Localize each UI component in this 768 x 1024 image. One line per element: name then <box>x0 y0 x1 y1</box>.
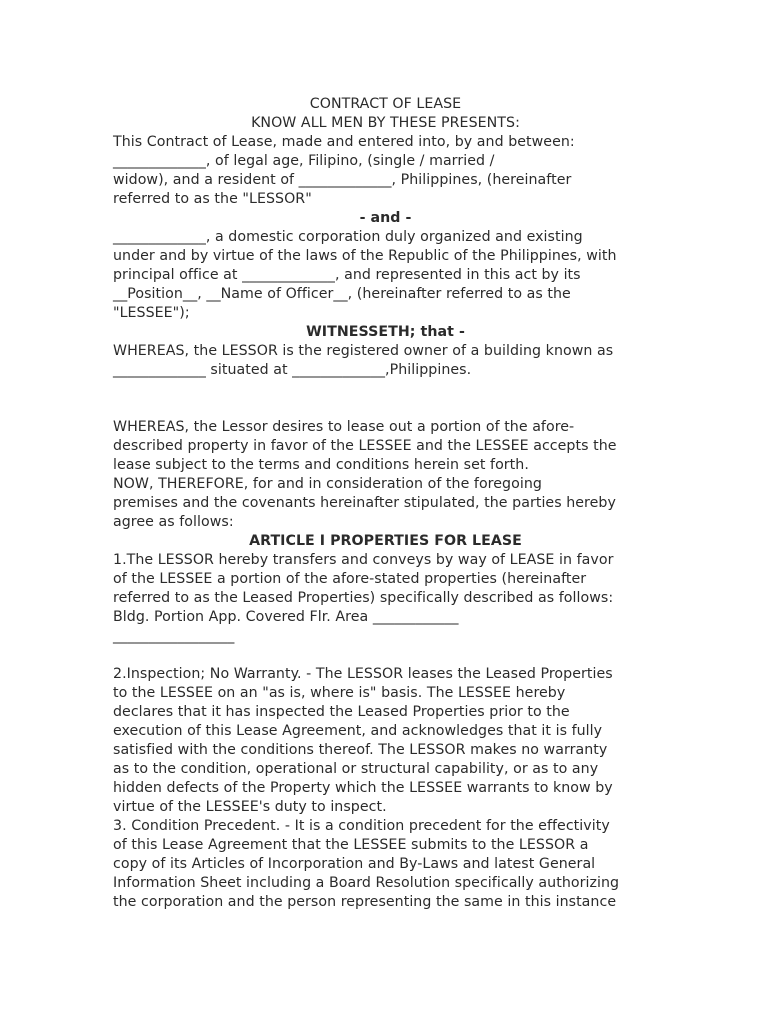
text-line: WHEREAS, the Lessor desires to lease out a portion of the afore- <box>113 419 575 435</box>
text-line: 1.The LESSOR hereby transfers and conveys by way of LEASE in favor <box>113 552 614 568</box>
document-heading: KNOW ALL MEN BY THESE PRESENTS: <box>251 115 520 131</box>
witnesseth-heading: WITNESSETH; that - <box>306 324 465 340</box>
text-line: _____________, a domestic corporation duly organized and existing <box>113 229 583 245</box>
text-line: hidden defects of the Property which the LESSEE warrants to know by <box>113 780 613 796</box>
text-line: under and by virtue of the laws of the Republic of the Philippines, with <box>113 248 617 264</box>
article-1-paragraph <box>113 551 658 646</box>
whereas-paragraph-1 <box>113 342 658 380</box>
text-line: referred to as the "LESSOR" <box>113 191 312 207</box>
text-line: satisfied with the conditions thereof. The LESSOR makes no warranty <box>113 742 608 758</box>
lessee-paragraph <box>113 228 658 323</box>
text-line: the corporation and the person representing the same in this instance <box>113 894 617 910</box>
text-line: to the LESSEE on an "as is, where is" basis. The LESSEE hereby <box>113 685 566 701</box>
blank-space <box>113 380 658 418</box>
text-line: of the LESSEE a portion of the afore-stated properties (hereinafter <box>113 571 587 587</box>
text-line: _________________ <box>113 628 235 644</box>
text-line: Information Sheet including a Board Resolution specifically authorizing <box>113 875 620 891</box>
article-1-heading: ARTICLE I PROPERTIES FOR LEASE <box>249 533 522 549</box>
text-line: 2.Inspection; No Warranty. - The LESSOR leases the Leased Properties <box>113 666 613 682</box>
text-line: principal office at _____________, and represented in this act by its <box>113 267 581 283</box>
text-line: premises and the covenants hereinafter stipulated, the parties hereby <box>113 495 616 511</box>
text-line: of this Lease Agreement that the LESSEE submits to the LESSOR a <box>113 837 589 853</box>
text-line: NOW, THEREFORE, for and in consideration of the foregoing <box>113 476 542 492</box>
text-line: copy of its Articles of Incorporation and By-Laws and latest General <box>113 856 596 872</box>
text-line: _____________, of legal age, Filipino, (single / married / <box>113 153 495 169</box>
text-line: lease subject to the terms and conditions herein set forth. <box>113 457 529 473</box>
blank-space <box>113 646 658 665</box>
text-line: referred to as the Leased Properties) specifically described as follows: <box>113 590 614 606</box>
text-line: WHEREAS, the LESSOR is the registered owner of a building known as <box>113 343 614 359</box>
text-line: as to the condition, operational or structural capability, or as to any <box>113 761 599 777</box>
text-line: widow), and a resident of _____________, Philippines, (hereinafter <box>113 172 572 188</box>
text-line: described property in favor of the LESSEE and the LESSEE accepts the <box>113 438 617 454</box>
text-line: Bldg. Portion App. Covered Flr. Area ____________ <box>113 609 459 625</box>
document-title: CONTRACT OF LEASE <box>309 96 462 112</box>
document-page <box>113 95 658 912</box>
text-line: agree as follows: <box>113 514 234 530</box>
text-line: virtue of the LESSEE's duty to inspect. <box>113 799 387 815</box>
text-line: _____________ situated at _____________,Philippines. <box>113 362 472 378</box>
text-line: execution of this Lease Agreement, and acknowledges that it is fully <box>113 723 603 739</box>
text-line: This Contract of Lease, made and entered into, by and between: <box>113 134 575 150</box>
and-separator: - and - <box>359 210 412 226</box>
text-line: "LESSEE"); <box>113 305 190 321</box>
clause-2-3-paragraph <box>113 665 658 912</box>
whereas-paragraph-2 <box>113 418 658 532</box>
text-line: __Position__, __Name of Officer__, (hereinafter referred to as the <box>113 286 571 302</box>
text-line: 3. Condition Precedent. - It is a condition precedent for the effectivity <box>113 818 610 834</box>
text-line: declares that it has inspected the Leased Properties prior to the <box>113 704 570 720</box>
intro-paragraph <box>113 133 658 209</box>
